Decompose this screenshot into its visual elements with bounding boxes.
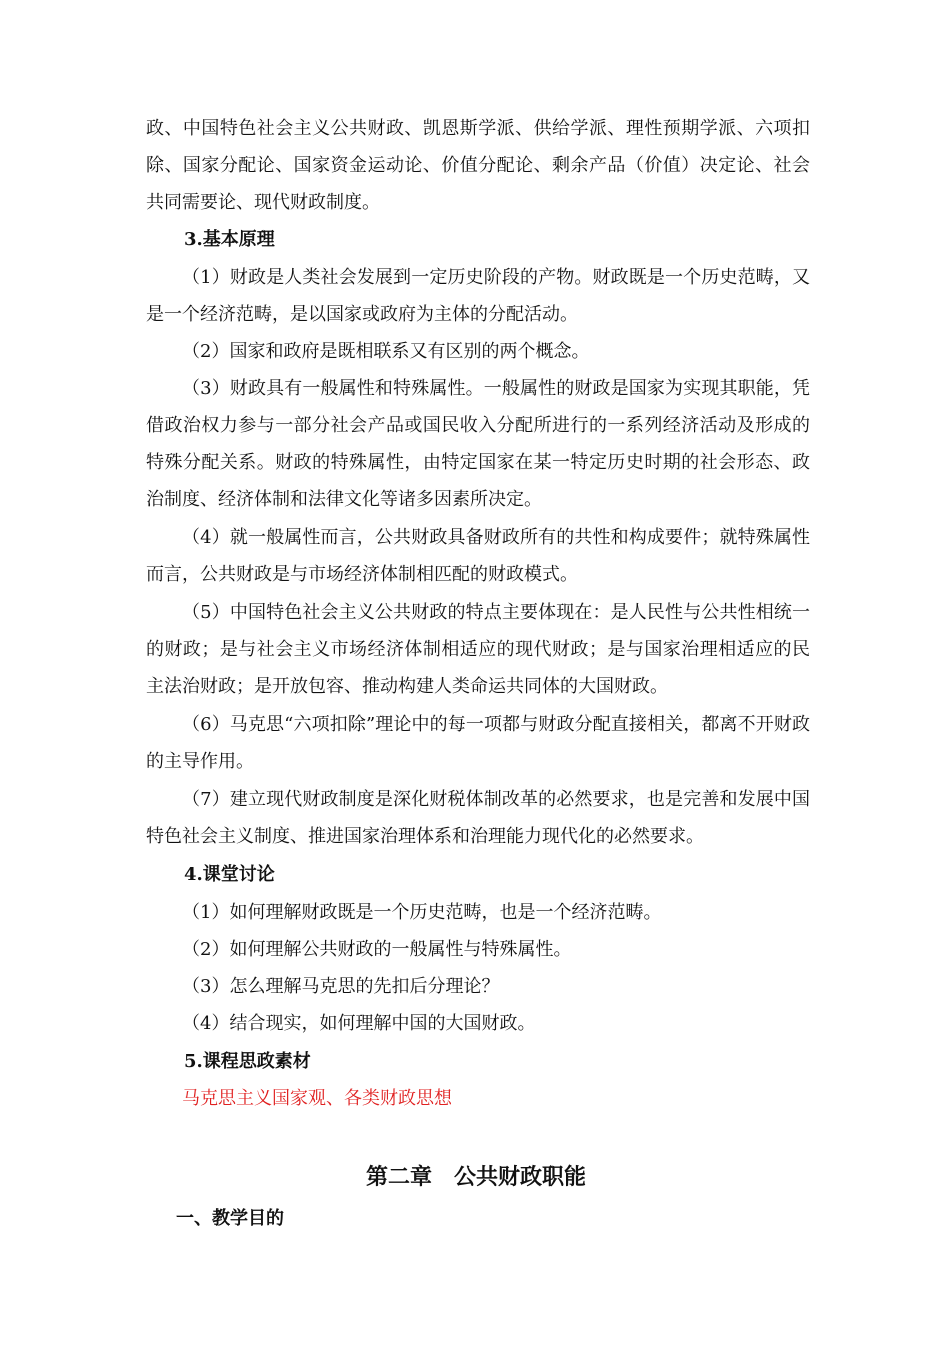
intro-paragraph: 政、中国特色社会主义公共财政、凯恩斯学派、供给学派、理性预期学派、六项扣除、国家分配论、国家资金运动论、价值分配论、剩余产品（价值）决定论、社会共同需要论、现代财政制度。 xyxy=(146,118,810,213)
principle-item-1: （1）财政是人类社会发展到一定历史阶段的产物。财政既是一个历史范畴，又是一个经济范畴，是以国家或政府为主体的分配活动。 xyxy=(146,267,810,325)
discussion-item-3: （3）怎么理解马克思的先扣后分理论？ xyxy=(182,976,500,997)
principle-item-4: （4）就一般属性而言，公共财政具备财政所有的共性和构成要件；就特殊属性而言，公共财政是与市场经济体制相匹配的财政模式。 xyxy=(146,527,810,585)
basic-principles-heading: 3.基本原理 xyxy=(184,229,275,250)
principle-item-7: （7）建立现代财政制度是深化财税体制改革的必然要求，也是完善和发展中国特色社会主义制度、推进国家治理体系和治理能力现代化的必然要求。 xyxy=(146,789,810,847)
principle-item-3: （3）财政具有一般属性和特殊属性。一般属性的财政是国家为实现其职能，凭借政治权力参与一部分社会产品或国民收入分配所进行的一系列经济活动及形成的特殊分配关系。财政的特殊属性，由特定国家在某一特定历史时期的社会形态、政治制度、经济体制和法律文化等诸多因素所决定。 xyxy=(146,378,810,510)
discussion-item-4: （4）结合现实，如何理解中国的大国财政。 xyxy=(182,1013,536,1034)
principle-item-2: （2）国家和政府是既相联系又有区别的两个概念。 xyxy=(182,341,590,362)
ideology-text: 马克思主义国家观、各类财政思想 xyxy=(182,1088,452,1109)
discussion-item-1: （1）如何理解财政既是一个历史范畴，也是一个经济范畴。 xyxy=(182,902,662,923)
ideology-heading: 5.课程思政素材 xyxy=(184,1051,311,1072)
section-title: 一、教学目的 xyxy=(176,1208,284,1229)
discussion-heading: 4.课堂讨论 xyxy=(184,864,275,885)
principle-item-5: （5）中国特色社会主义公共财政的特点主要体现在：是人民性与公共性相统一的财政；是与社会主义市场经济体制相适应的现代财政；是与国家治理相适应的民主法治财政；是开放包容、推动构建人类命运共同体的大国财政。 xyxy=(146,602,810,697)
discussion-item-2: （2）如何理解公共财政的一般属性与特殊属性。 xyxy=(182,939,572,960)
chapter-title: 第二章 公共财政职能 xyxy=(365,1164,586,1190)
principle-item-6: （6）马克思“六项扣除”理论中的每一项都与财政分配直接相关，都离不开财政的主导作用。 xyxy=(146,714,810,772)
